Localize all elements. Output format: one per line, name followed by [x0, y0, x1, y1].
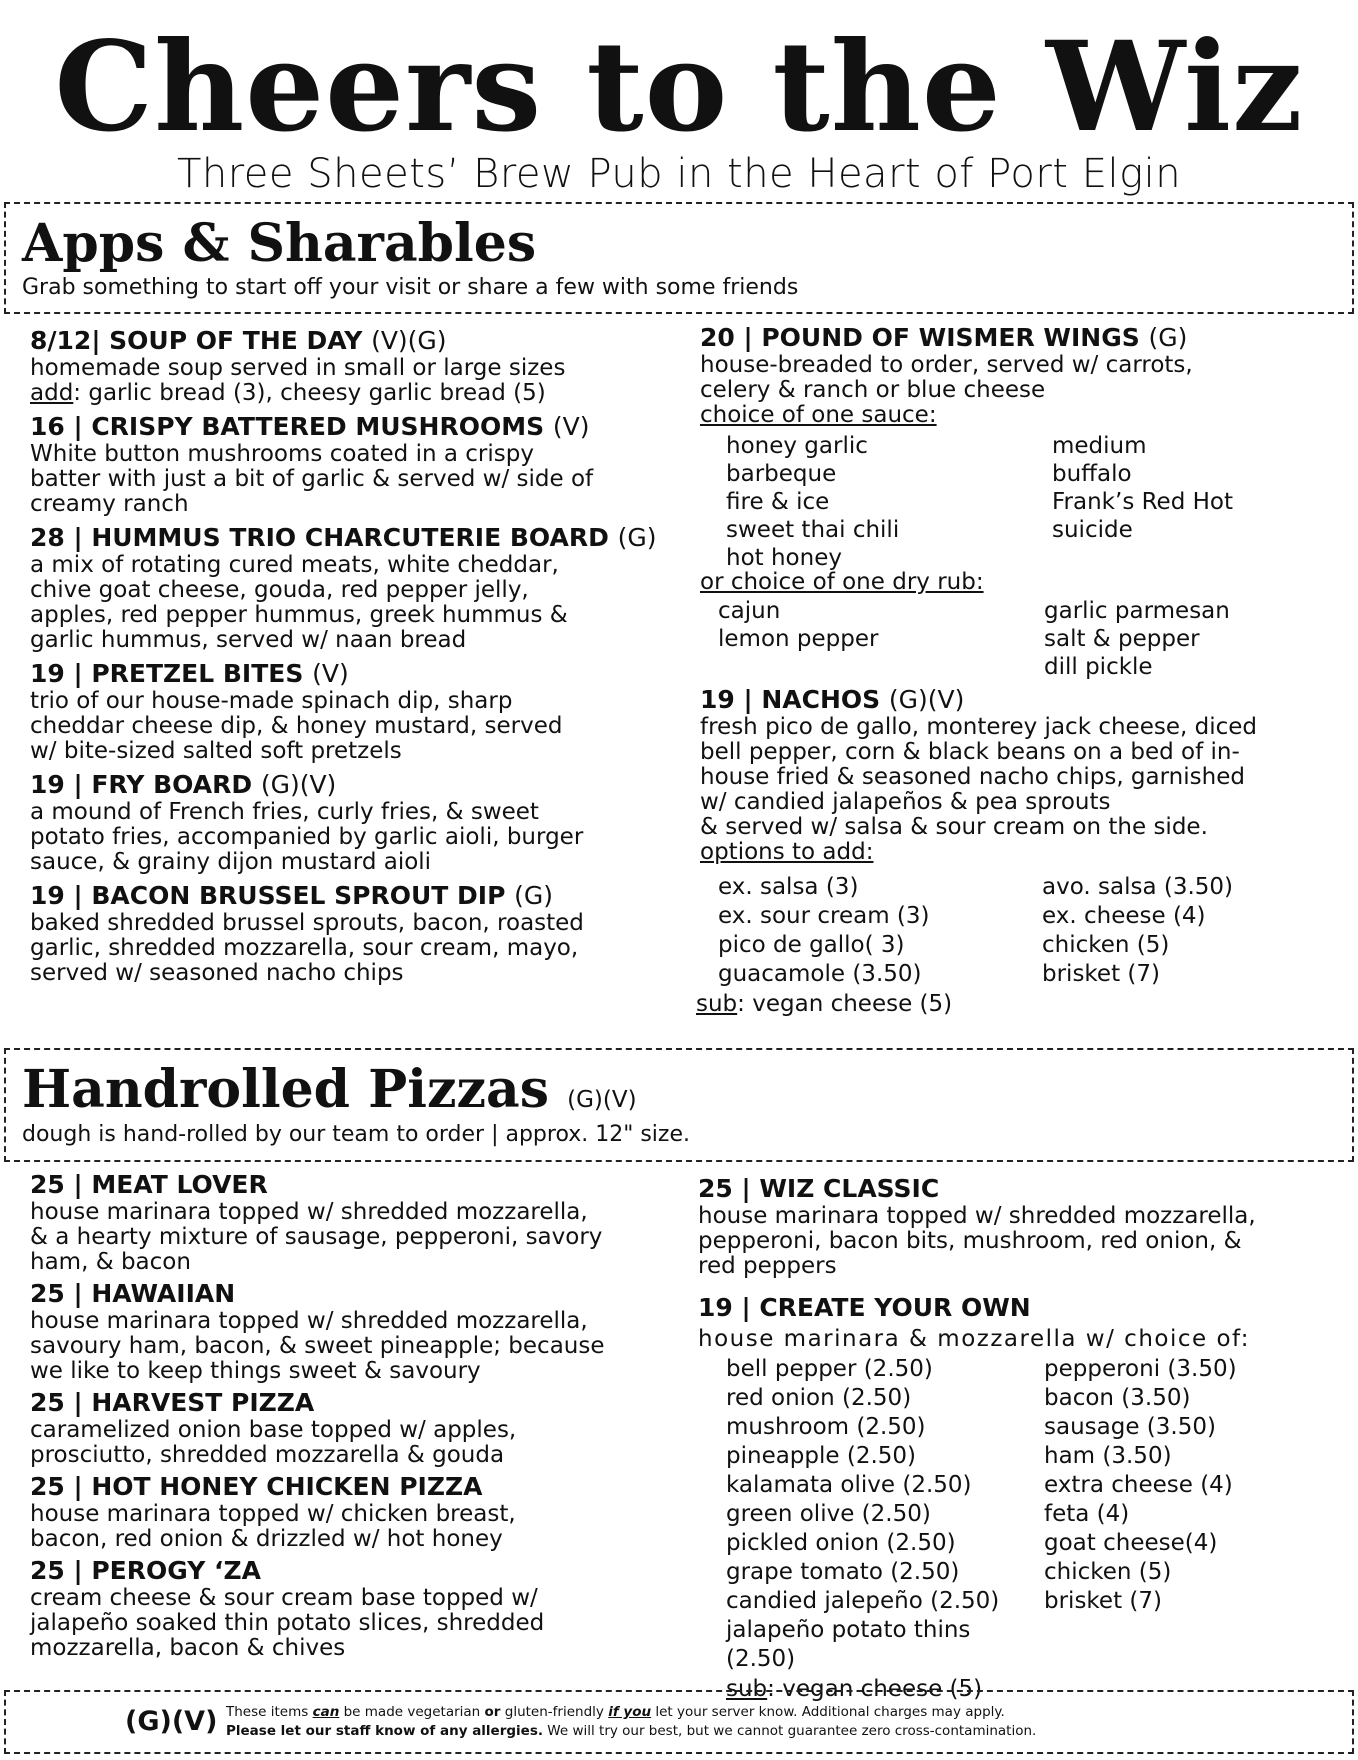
apps-subtitle: Grab something to start off your visit or share a few with some friends: [22, 275, 799, 300]
apps-right-column: [696, 323, 1340, 1019]
sauce-list: honey garlic barbeque fire & ice sweet thai chili hot honey medium buffalo Frank’s Red Hot suicide: [726, 433, 1234, 571]
item-description: house marinara topped w/ shredded mozzarella, pepperoni, bacon bits, mushroom, red onion, & red peppers: [698, 1203, 1256, 1279]
dry-rub-list: cajun lemon pepper garlic parmesan salt & pepper dill pickle: [718, 598, 1230, 680]
item-description: homemade soup served in small or large sizes add: garlic bread (3), cheesy garlic bread (5): [30, 355, 566, 406]
item-heading: 25 | HAWAIIAN: [30, 1279, 236, 1308]
menu-item: [698, 1174, 1348, 1279]
menu-item: [30, 326, 680, 406]
restaurant-title: Cheers to the Wiz: [54, 15, 1304, 160]
item-description: house marinara topped w/ shredded mozzarella, savoury ham, bacon, & sweet pineapple; because we like to keep things sweet & savoury: [30, 1308, 605, 1384]
toppings-list: bell pepper (2.50) red onion (2.50) mushroom (2.50) pineapple (2.50) kalamata olive (2.50) green olive (2.50) pickled onion (2.50) grape tomato (2.50) candied jalepeño (2.50) jalapeño potato thins (2.50) pepperoni (3.50) bacon (3.50) sausage (3.50) ham (3.50) extra cheese (4) feta (4) goat cheese(4) chicken (5) brisket (7): [726, 1356, 1237, 1672]
item-heading: 19 | FRY BOARD (G)(V): [30, 770, 337, 799]
nacho-options: ex. salsa (3) ex. sour cream (3) pico de gallo( 3) guacamole (3.50) avo. salsa (3.50) ex. cheese (4) chicken (5) brisket (7): [718, 874, 1234, 987]
menu-item-nachos: [696, 685, 1340, 1019]
pizzas-left-column: [30, 1170, 680, 1661]
item-heading: 25 | WIZ CLASSIC: [698, 1174, 940, 1203]
item-description: White button mushrooms coated in a crispy batter with just a bit of garlic & served w/ side of creamy ranch: [30, 441, 594, 517]
footer-tag: (G)(V): [125, 1706, 218, 1737]
menu-item-wings: [700, 323, 1340, 681]
menu-item-create-your-own: [698, 1293, 1348, 1704]
item-heading: 25 | HOT HONEY CHICKEN PIZZA: [30, 1472, 483, 1501]
item-heading: 20 | POUND OF WISMER WINGS (G): [700, 323, 1188, 352]
item-description: baked shredded brussel sprouts, bacon, roasted garlic, shredded mozzarella, sour cream, mayo, served w/ seasoned nacho chips: [30, 910, 584, 986]
menu-item: [30, 1388, 680, 1468]
pizzas-title: Handrolled Pizzas (G)(V): [22, 1059, 637, 1120]
item-heading: 19 | CREATE YOUR OWN: [698, 1293, 1031, 1322]
menu-item: [30, 770, 680, 875]
item-heading: 25 | HARVEST PIZZA: [30, 1388, 315, 1417]
item-heading: 19 | NACHOS (G)(V): [700, 685, 965, 714]
footer-note: These items can be made vegetarian or gluten-friendly if you let your server know. Additional charges may apply. Please let our staff know of any allergies. We will try our best, but we cannot guarantee zero cross-contamination.: [226, 1704, 1037, 1739]
dry-rub-label: or choice of one dry rub:: [700, 569, 984, 595]
item-description: house marinara topped w/ shredded mozzarella, & a hearty mixture of sausage, pepperoni, savory ham, & bacon: [30, 1199, 603, 1275]
item-description: a mound of French fries, curly fries, & sweet potato fries, accompanied by garlic aioli, burger sauce, & grainy dijon mustard aioli: [30, 799, 584, 875]
menu-item: [30, 1170, 680, 1275]
item-description: house-breaded to order, served w/ carrots, celery & ranch or blue cheese choice of one sauce:: [700, 352, 1193, 428]
item-description: trio of our house-made spinach dip, sharp cheddar cheese dip, & honey mustard, served w/ bite-sized salted soft pretzels: [30, 688, 563, 764]
menu-item: [30, 1279, 680, 1384]
item-heading: 8/12| SOUP OF THE DAY (V)(G): [30, 326, 447, 355]
restaurant-subtitle: Three Sheets’ Brew Pub in the Heart of Port Elgin: [176, 151, 1182, 197]
item-description: caramelized onion base topped w/ apples, prosciutto, shredded mozzarella & gouda: [30, 1417, 517, 1468]
item-description: house marinara & mozzarella w/ choice of:: [698, 1326, 1251, 1352]
item-description: cream cheese & sour cream base topped w/ jalapeño soaked thin potato slices, shredded mozzarella, bacon & chives: [30, 1585, 545, 1661]
menu-item: [30, 659, 680, 764]
item-heading: 25 | MEAT LOVER: [30, 1170, 268, 1199]
apps-title: Apps & Sharables: [22, 213, 537, 274]
item-description: a mix of rotating cured meats, white cheddar, chive goat cheese, gouda, red pepper jelly, apples, red pepper hummus, greek hummus & garlic hummus, served w/ naan bread: [30, 552, 568, 653]
pizzas-right-column: [698, 1174, 1348, 1704]
item-heading: 28 | HUMMUS TRIO CHARCUTERIE BOARD (G): [30, 523, 657, 552]
item-heading: 16 | CRISPY BATTERED MUSHROOMS (V): [30, 412, 590, 441]
item-heading: 25 | PEROGY ‘ZA: [30, 1556, 261, 1585]
item-description: house marinara topped w/ chicken breast, bacon, red onion & drizzled w/ hot honey: [30, 1501, 516, 1552]
menu-item: [30, 1556, 680, 1661]
menu-item: [30, 412, 680, 517]
toppings-sub: sub: vegan cheese (5): [726, 1676, 983, 1702]
nacho-sub: sub: vegan cheese (5): [696, 991, 953, 1017]
item-description: fresh pico de gallo, monterey jack cheese, diced bell pepper, corn & black beans on a bed of in- house fried & seasoned nacho chips, garnished w/ candied jalapeños & pea sprouts & served w/ salsa & sour cream on the side. options to add:: [700, 714, 1257, 865]
pizzas-subtitle: dough is hand-rolled by our team to order | approx. 12" size.: [22, 1122, 690, 1147]
menu-item: [30, 881, 680, 986]
item-heading: 19 | BACON BRUSSEL SPROUT DIP (G): [30, 881, 554, 910]
apps-left-column: [30, 326, 680, 986]
menu-item: [30, 1472, 680, 1552]
item-heading: 19 | PRETZEL BITES (V): [30, 659, 349, 688]
menu-item: [30, 523, 680, 653]
